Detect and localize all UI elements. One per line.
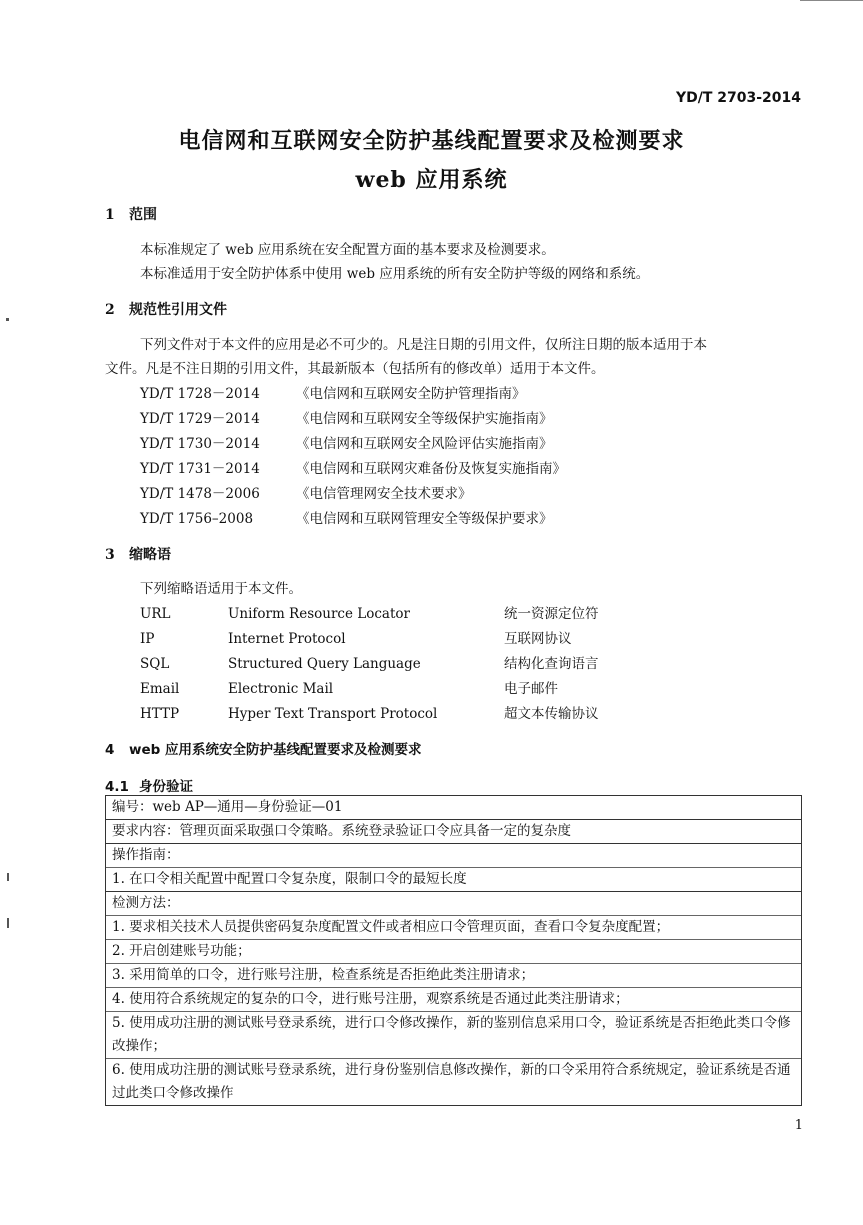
abbreviation: Email — [140, 681, 180, 697]
abbreviation-chinese: 电子邮件 — [504, 681, 558, 697]
table-cell — [106, 796, 802, 820]
table-cell — [106, 820, 802, 844]
section-title: 规范性引用文件 — [129, 302, 227, 318]
abbreviation-chinese: 结构化查询语言 — [504, 656, 599, 672]
test-step: 2. 开启创建账号功能； — [106, 939, 801, 963]
scan-speck — [6, 318, 9, 321]
section-title: web 应用系统安全防护基线配置要求及检测要求 — [129, 742, 422, 758]
requirement-id: 编号：web AP—通用—身份验证—01 — [112, 799, 343, 815]
reference-title: 《电信网和互联网安全风险评估实施指南》 — [296, 436, 553, 452]
abbreviation-row — [140, 652, 599, 677]
abbreviation-row — [140, 702, 599, 727]
reference-item — [140, 482, 566, 507]
reference-list — [140, 382, 566, 532]
abbreviation: SQL — [140, 656, 170, 672]
section-title: 范围 — [129, 207, 157, 223]
section-number: 2 — [105, 302, 115, 318]
scan-speck — [7, 873, 9, 881]
section-1-paragraph-2: 本标准适用于安全防护体系中使用 web 应用系统的所有安全防护等级的网络和系统。 — [140, 266, 650, 282]
abbreviation-chinese: 统一资源定位符 — [504, 606, 599, 622]
abbreviation-list — [140, 602, 599, 727]
section-2-intro-line-2: 文件。凡是不注日期的引用文件，其最新版本（包括所有的修改单）适用于本文件。 — [105, 361, 605, 377]
abbreviation-row — [140, 677, 599, 702]
abbreviation-english: Internet Protocol — [228, 631, 346, 647]
abbreviation-english: Electronic Mail — [228, 681, 334, 697]
section-title: 缩略语 — [129, 547, 171, 563]
reference-title: 《电信网和互联网管理安全等级保护要求》 — [296, 511, 553, 527]
section-4-1-heading — [105, 775, 193, 795]
abbreviation-english: Uniform Resource Locator — [228, 606, 410, 622]
reference-code: YD/T 1478－2006 — [140, 486, 260, 502]
reference-title: 《电信网和互联网灾难备份及恢复实施指南》 — [296, 461, 566, 477]
reference-code: YD/T 1731－2014 — [140, 461, 260, 477]
document-title: 电信网和互联网安全防护基线配置要求及检测要求 — [178, 128, 685, 154]
requirement-content: 要求内容：管理页面采取强口令策略。系统登录验证口令应具备一定的复杂度 — [112, 823, 571, 839]
section-3-intro: 下列缩略语适用于本文件。 — [140, 581, 302, 597]
abbreviation: IP — [140, 631, 155, 647]
document-subtitle: web 应用系统 — [355, 167, 508, 193]
section-2-intro-line-1: 下列文件对于本文件的应用是必不可少的。凡是注日期的引用文件，仅所注日期的版本适用于本 — [140, 337, 707, 353]
test-step: 4. 使用符合系统规定的复杂的口令，进行账号注册，观察系统是否通过此类注册请求； — [106, 987, 801, 1011]
table-cell — [106, 892, 802, 1106]
abbreviation-chinese: 互联网协议 — [504, 631, 572, 647]
section-2-heading — [105, 299, 227, 319]
test-step: 5. 使用成功注册的测试账号登录系统，进行口令修改操作，新的鉴别信息采用口令，验证系统是否拒绝此类口令修改操作； — [106, 1011, 801, 1058]
reference-title: 《电信网和互联网安全等级保护实施指南》 — [296, 411, 553, 427]
guide-label: 操作指南： — [112, 847, 180, 863]
table-row — [106, 844, 802, 892]
reference-item — [140, 432, 566, 457]
section-number: 4 — [105, 742, 115, 758]
scan-speck — [7, 918, 9, 928]
section-number: 1 — [105, 207, 115, 223]
abbreviation-row — [140, 627, 599, 652]
table-row — [106, 892, 802, 1106]
reference-code: YD/T 1756–2008 — [140, 511, 254, 527]
standard-code: YD/T 2703-2014 — [675, 90, 801, 106]
section-number: 3 — [105, 547, 115, 563]
reference-item — [140, 382, 566, 407]
test-step: 1. 要求相关技术人员提供密码复杂度配置文件或者相应口令管理页面，查看口令复杂度配置； — [106, 915, 801, 939]
table-row — [106, 820, 802, 844]
reference-code: YD/T 1730－2014 — [140, 436, 260, 452]
table-row — [106, 796, 802, 820]
test-method-label: 检测方法： — [112, 895, 180, 911]
abbreviation: URL — [140, 606, 171, 622]
section-4-heading — [105, 738, 422, 758]
scan-edge-line — [800, 0, 863, 1]
reference-code: YD/T 1729－2014 — [140, 411, 260, 427]
abbreviation-row — [140, 602, 599, 627]
reference-code: YD/T 1728－2014 — [140, 386, 260, 402]
abbreviation-english: Hyper Text Transport Protocol — [228, 706, 438, 722]
abbreviation-chinese: 超文本传输协议 — [504, 706, 599, 722]
section-1-paragraph-1: 本标准规定了 web 应用系统在安全配置方面的基本要求及检测要求。 — [140, 242, 555, 258]
reference-item — [140, 457, 566, 482]
requirement-table — [105, 795, 802, 1106]
test-step: 3. 采用简单的口令，进行账号注册，检查系统是否拒绝此类注册请求； — [106, 963, 801, 987]
section-3-heading — [105, 544, 171, 564]
reference-item — [140, 407, 566, 432]
page-number: 1 — [794, 1118, 803, 1133]
section-1-heading — [105, 204, 157, 224]
section-title: 身份验证 — [139, 779, 193, 795]
reference-item — [140, 507, 566, 532]
guide-step: 1. 在口令相关配置中配置口令复杂度，限制口令的最短长度 — [106, 867, 801, 891]
test-step: 6. 使用成功注册的测试账号登录系统，进行身份鉴别信息修改操作，新的口令采用符合系统规定，验证系统是否通过此类口令修改操作 — [106, 1058, 801, 1105]
reference-title: 《电信管理网安全技术要求》 — [296, 486, 472, 502]
abbreviation: HTTP — [140, 706, 180, 722]
table-cell — [106, 844, 802, 892]
reference-title: 《电信网和互联网安全防护管理指南》 — [296, 386, 526, 402]
abbreviation-english: Structured Query Language — [228, 656, 421, 672]
section-number: 4.1 — [105, 779, 129, 795]
